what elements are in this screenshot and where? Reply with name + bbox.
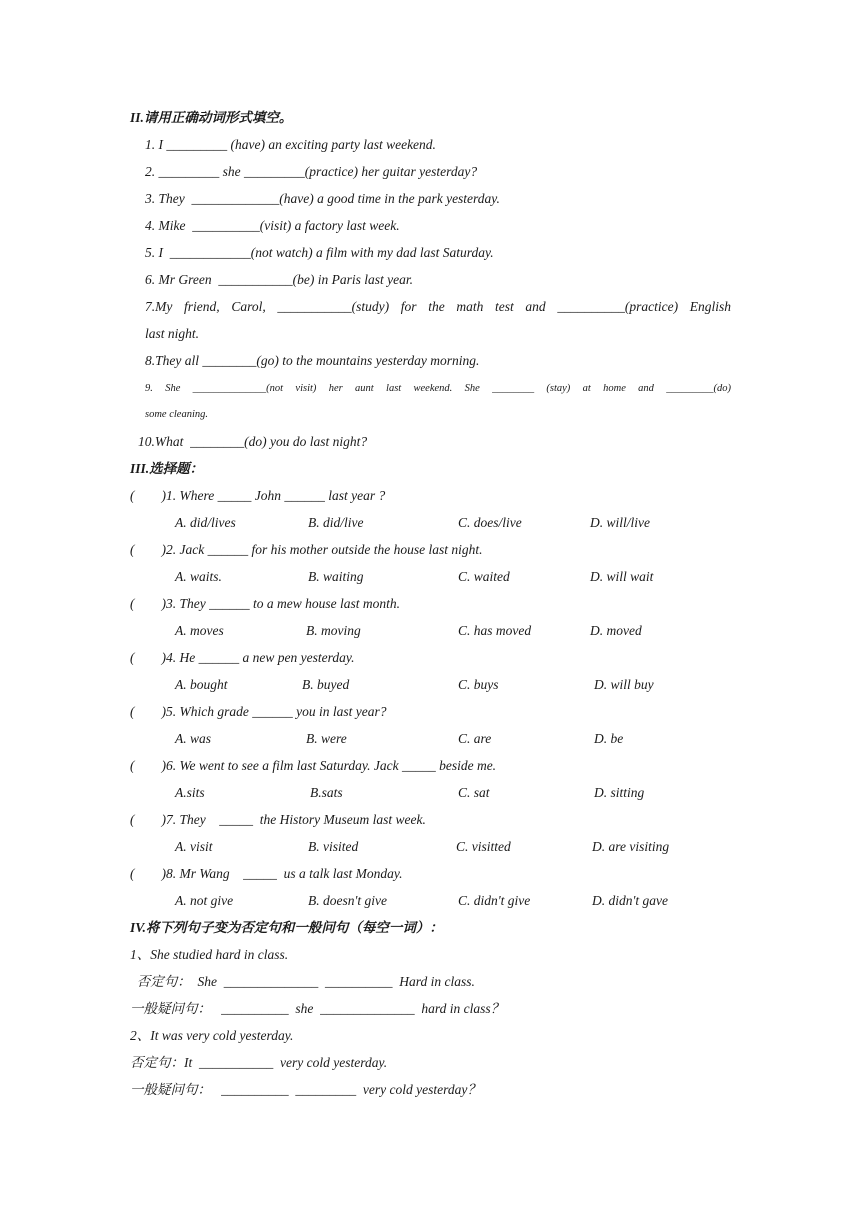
mc-4-option-b: B. buyed [302, 677, 350, 692]
mc-5-option-b: B. were [306, 731, 347, 746]
mc-question-2: ( )2. Jack ______ for his mother outside the house last night. [130, 542, 483, 557]
fill-item-6: 6. Mr Green ___________(be) in Paris last year. [145, 272, 413, 287]
mc-2-option-c: C. waited [458, 569, 510, 584]
transform-2-question: 一般疑问句： __________ _________ very cold yesterday？ [130, 1082, 481, 1097]
mc-1-option-c: C. does/live [458, 515, 522, 530]
section-3-heading: III.选择题： [130, 461, 204, 476]
mc-6-option-b: B.sats [310, 785, 343, 800]
mc-8-option-b: B. doesn't give [308, 893, 387, 908]
transform-sentence-2: 2、It was very cold yesterday. [130, 1028, 294, 1043]
fill-item-10: 10.What ________(do) you do last night? [138, 434, 368, 449]
section-2-heading: II.请用正确动词形式填空。 [130, 110, 293, 125]
mc-5-option-d: D. be [594, 731, 624, 746]
section-4-heading: IV.将下列句子变为否定句和一般问句（每空一词）： [130, 920, 443, 935]
fill-item-3: 3. They _____________(have) a good time in the park yesterday. [145, 191, 500, 206]
mc-2-option-d: D. will wait [590, 569, 654, 584]
fill-item-4: 4. Mike __________(visit) a factory last week. [145, 218, 400, 233]
mc-8-option-a: A. not give [175, 893, 234, 908]
mc-4-option-d: D. will buy [594, 677, 654, 692]
mc-7-option-a: A. visit [175, 839, 213, 854]
transform-2-negative: 否定句：It ___________ very cold yesterday. [130, 1055, 388, 1070]
fill-item-1: 1. I _________ (have) an exciting party last weekend. [145, 137, 436, 152]
mc-6-option-d: D. sitting [594, 785, 645, 800]
mc-6-option-a: A.sits [175, 785, 205, 800]
mc-7-option-b: B. visited [308, 839, 359, 854]
mc-4-option-a: A. bought [175, 677, 228, 692]
fill-item-8: 8.They all ________(go) to the mountains yesterday morning. [145, 353, 480, 368]
mc-question-7: ( )7. They _____ the History Museum last week. [130, 812, 426, 827]
mc-1-option-a: A. did/lives [175, 515, 236, 530]
fill-item-2: 2. _________ she _________(practice) her guitar yesterday? [145, 164, 478, 179]
fill-item-5: 5. I ____________(not watch) a film with my dad last Saturday. [145, 245, 494, 260]
mc-1-option-d: D. will/live [590, 515, 650, 530]
mc-question-1: ( )1. Where _____ John ______ last year ? [130, 488, 386, 503]
mc-3-option-a: A. moves [175, 623, 224, 638]
fill-item-9-cont: some cleaning. [145, 409, 208, 420]
mc-3-option-b: B. moving [306, 623, 361, 638]
mc-question-6: ( )6. We went to see a film last Saturday. Jack _____ beside me. [130, 758, 497, 773]
mc-question-4: ( )4. He ______ a new pen yesterday. [130, 650, 355, 665]
fill-item-7: 7.My friend, Carol, ___________(study) for the math test and __________(practice) English [145, 299, 731, 314]
mc-1-option-b: B. did/live [308, 515, 364, 530]
transform-1-negative: 否定句： She ______________ __________ Hard in class. [130, 974, 475, 989]
mc-8-option-d: D. didn't gave [592, 893, 668, 908]
mc-4-option-c: C. buys [458, 677, 499, 692]
mc-question-8: ( )8. Mr Wang _____ us a talk last Monday. [130, 866, 403, 881]
mc-3-option-d: D. moved [590, 623, 642, 638]
mc-5-option-c: C. are [458, 731, 492, 746]
transform-1-question: 一般疑问句： __________ she ______________ hard in class？ [130, 1001, 505, 1016]
mc-7-option-d: D. are visiting [592, 839, 670, 854]
mc-7-option-c: C. visitted [456, 839, 511, 854]
mc-2-option-a: A. waits. [175, 569, 222, 584]
transform-sentence-1: 1、She studied hard in class. [130, 947, 289, 962]
mc-8-option-c: C. didn't give [458, 893, 531, 908]
mc-question-3: ( )3. They ______ to a mew house last month. [130, 596, 400, 611]
mc-5-option-a: A. was [175, 731, 212, 746]
mc-2-option-b: B. waiting [308, 569, 364, 584]
mc-6-option-c: C. sat [458, 785, 490, 800]
fill-item-9: 9. She ______________(not visit) her aunt last weekend. She ________ (stay) at home and _________(do) [145, 383, 731, 394]
mc-question-5: ( )5. Which grade ______ you in last year? [130, 704, 387, 719]
fill-item-7-cont: last night. [145, 326, 200, 341]
mc-3-option-c: C. has moved [458, 623, 532, 638]
